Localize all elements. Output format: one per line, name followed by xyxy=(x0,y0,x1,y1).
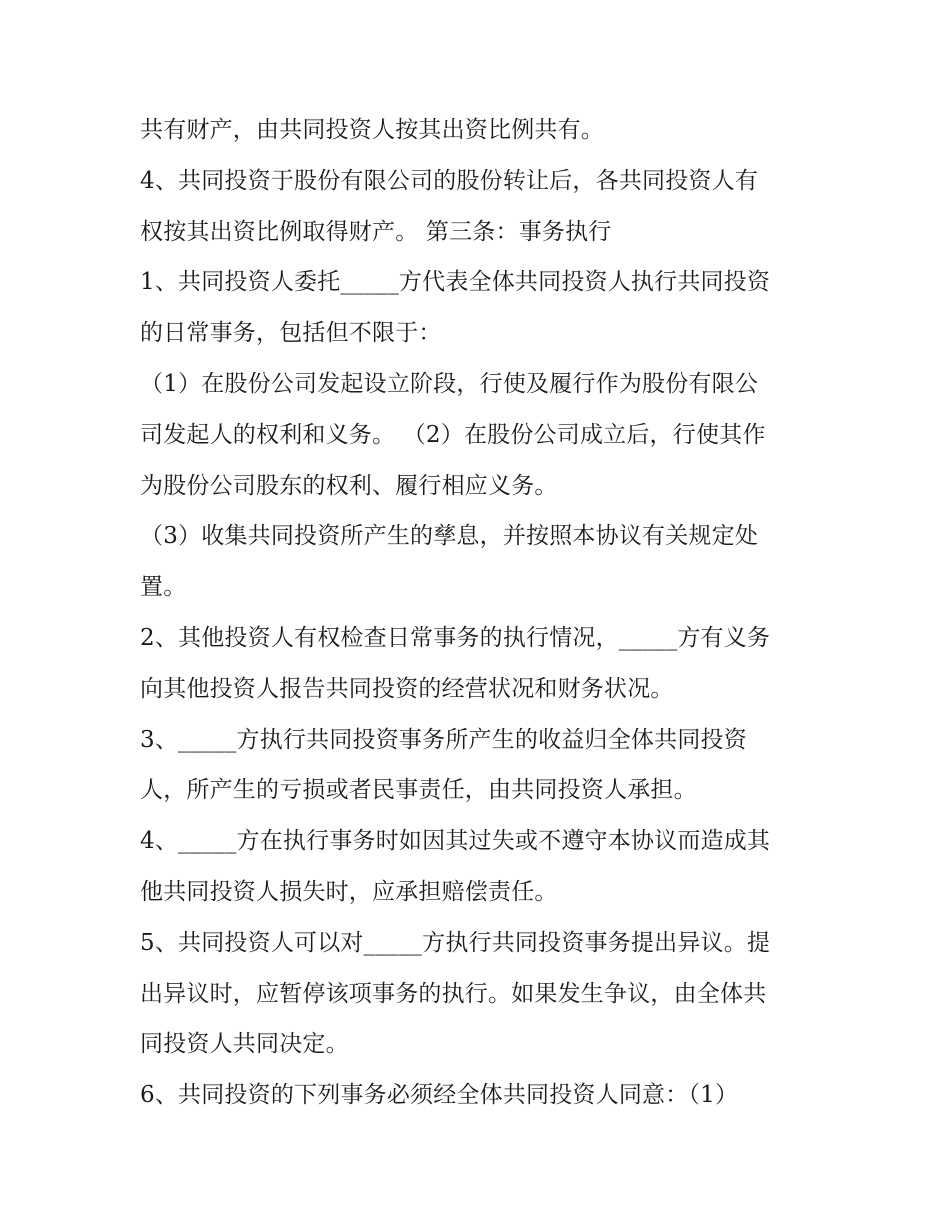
text-line: 向其他投资人报告共同投资的经营状况和财务状况。 xyxy=(140,675,674,702)
text-line: 共有财产，由共同投资人按其出资比例共有。 xyxy=(140,117,604,143)
text-line: 6、共同投资的下列事务必须经全体共同投资人同意：（1） xyxy=(140,1082,739,1109)
text-line: 置。 xyxy=(140,574,187,601)
document-body xyxy=(140,105,830,1121)
text-line: 4、共同投资于股份有限公司的股份转让后，各共同投资人有 xyxy=(140,167,759,194)
text-line: 5、共同投资人可以对_____方执行共同投资事务提出异议。提 xyxy=(140,929,771,956)
text-line: 人，所产生的亏损或者民事责任，由共同投资人承担。 xyxy=(140,777,697,804)
text-line: 2、其他投资人有权检查日常事务的执行情况，_____方有义务 xyxy=(140,624,771,651)
text-line: 出异议时，应暂停该项事务的执行。如果发生争议，由全体共 xyxy=(140,980,767,1007)
text-line: 他共同投资人损失时，应承担赔偿责任。 xyxy=(140,878,558,905)
text-line: 同投资人共同决定。 xyxy=(140,1031,349,1058)
text-line: 权按其出资比例取得财产。 第三条：事务执行 xyxy=(140,218,612,245)
text-line: 司发起人的权利和义务。 （2）在股份公司成立后，行使其作 xyxy=(140,421,766,448)
text-line: 为股份公司股东的权利、履行相应义务。 xyxy=(140,472,558,499)
text-line: 的日常事务，包括但不限于： xyxy=(140,320,442,347)
text-line: 4、_____方在执行事务时如因其过失或不遵守本协议而造成其 xyxy=(140,828,771,855)
text-line: （1）在股份公司发起设立阶段，行使及履行作为股份有限公 xyxy=(140,370,759,397)
text-line: 1、共同投资人委托_____方代表全体共同投资人执行共同投资 xyxy=(140,269,771,296)
text-line: 3、_____方执行共同投资事务所产生的收益归全体共同投资 xyxy=(140,726,747,753)
text-line: （3）收集共同投资所产生的孳息，并按照本协议有关规定处 xyxy=(140,523,759,550)
